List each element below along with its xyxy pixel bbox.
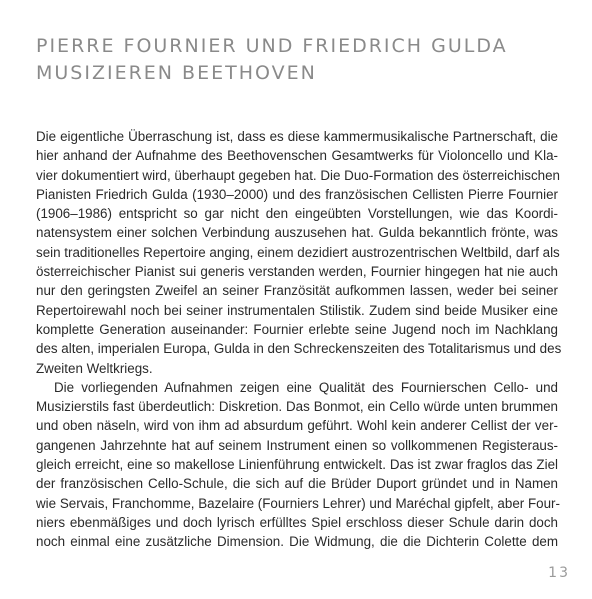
text-line: und oben näseln, wird von ihm ad absurdum geführt. Wohl kein anderer Cellist der ver- xyxy=(36,418,558,434)
text-line: hier anhand der Aufnahme des Beethovenschen Gesamtwerks für Violoncello und Kla- xyxy=(36,148,558,164)
text-line: gangenen Jahrzehnte hat auf seinem Instrument einen so vollkommenen Registeraus- xyxy=(36,437,558,453)
text-line: des alten, imperialen Europa, Gulda in den Schreckenszeiten des Totalitarismus und des xyxy=(36,341,562,357)
text-line: Zweiten Weltkriegs. xyxy=(36,360,153,376)
body-text xyxy=(36,127,562,552)
text-line: noch einmal eine zusätzliche Dimension. Die Widmung, die die Dichterin Colette dem xyxy=(36,534,558,550)
text-line: Repertoirewahl noch bei seiner instrumentalen Stilistik. Zudem sind beide Musiker eine xyxy=(36,302,558,318)
text-line: niers ebenmäßiges und doch lyrisch erfülltes Spiel erschloss dieser Schule darin doch xyxy=(36,514,558,530)
chapter-title-line-2: MUSIZIEREN BEETHOVEN xyxy=(36,62,317,84)
text-line: Pianisten Friedrich Gulda (1930–2000) und des französischen Cellisten Pierre Fournier xyxy=(36,186,558,202)
text-line: vier dokumentiert wird, überhaupt gegeben hat. Die Duo-Formation des österreichischen xyxy=(36,167,561,183)
chapter-title xyxy=(36,33,508,87)
text-line: Musizierstils fast überdeutlich: Diskretion. Das Bonmot, ein Cello würde unten brummen xyxy=(36,399,558,415)
chapter-title-line-1: PIERRE FOURNIER UND FRIEDRICH GULDA xyxy=(36,35,508,57)
text-line: gleich erreicht, eine so makellose Linienführung entwickelt. Das ist zwar fraglos das Ziel xyxy=(36,457,558,473)
text-line: komplette Generation auseinander: Fournier erlebte seine Jugend noch im Nachklang xyxy=(36,321,558,337)
paragraph-1 xyxy=(36,127,562,378)
text-line: Die eigentliche Überraschung ist, dass es diese kammermusikalische Partnerschaft, die xyxy=(36,129,558,144)
text-line: der französischen Cello-Schule, die sich auf die Brüder Duport gründet und in Namen xyxy=(36,476,558,492)
text-line: natensystem einer solchen Verbindung auszusehen hat. Gulda bekanntlich frönte, was xyxy=(36,225,558,241)
text-line: sein traditionelles Repertoire anging, einem dezidiert austrozentrischen Weltbild, darf als xyxy=(36,244,560,260)
page-number: 13 xyxy=(548,565,570,581)
text-line: (1906–1986) entspricht so gar nicht den eingeübten Vorstellungen, wie das Koordi- xyxy=(36,206,558,222)
text-line: österreichischer Pianist sui generis verstanden werden, Fournier hingegen hat nie auch xyxy=(36,264,558,280)
text-line: wie Servais, Franchomme, Bazelaire (Fourniers Lehrer) und Maréchal gipfelt, aber Four- xyxy=(36,495,560,511)
text-line: Die vorliegenden Aufnahmen zeigen eine Qualität des Fournierschen Cello- und xyxy=(54,379,558,395)
paragraph-2 xyxy=(36,378,558,552)
text-line: nur den geringsten Zweifel an seiner Französität aufkommen lassen, weder bei seiner xyxy=(36,283,558,299)
